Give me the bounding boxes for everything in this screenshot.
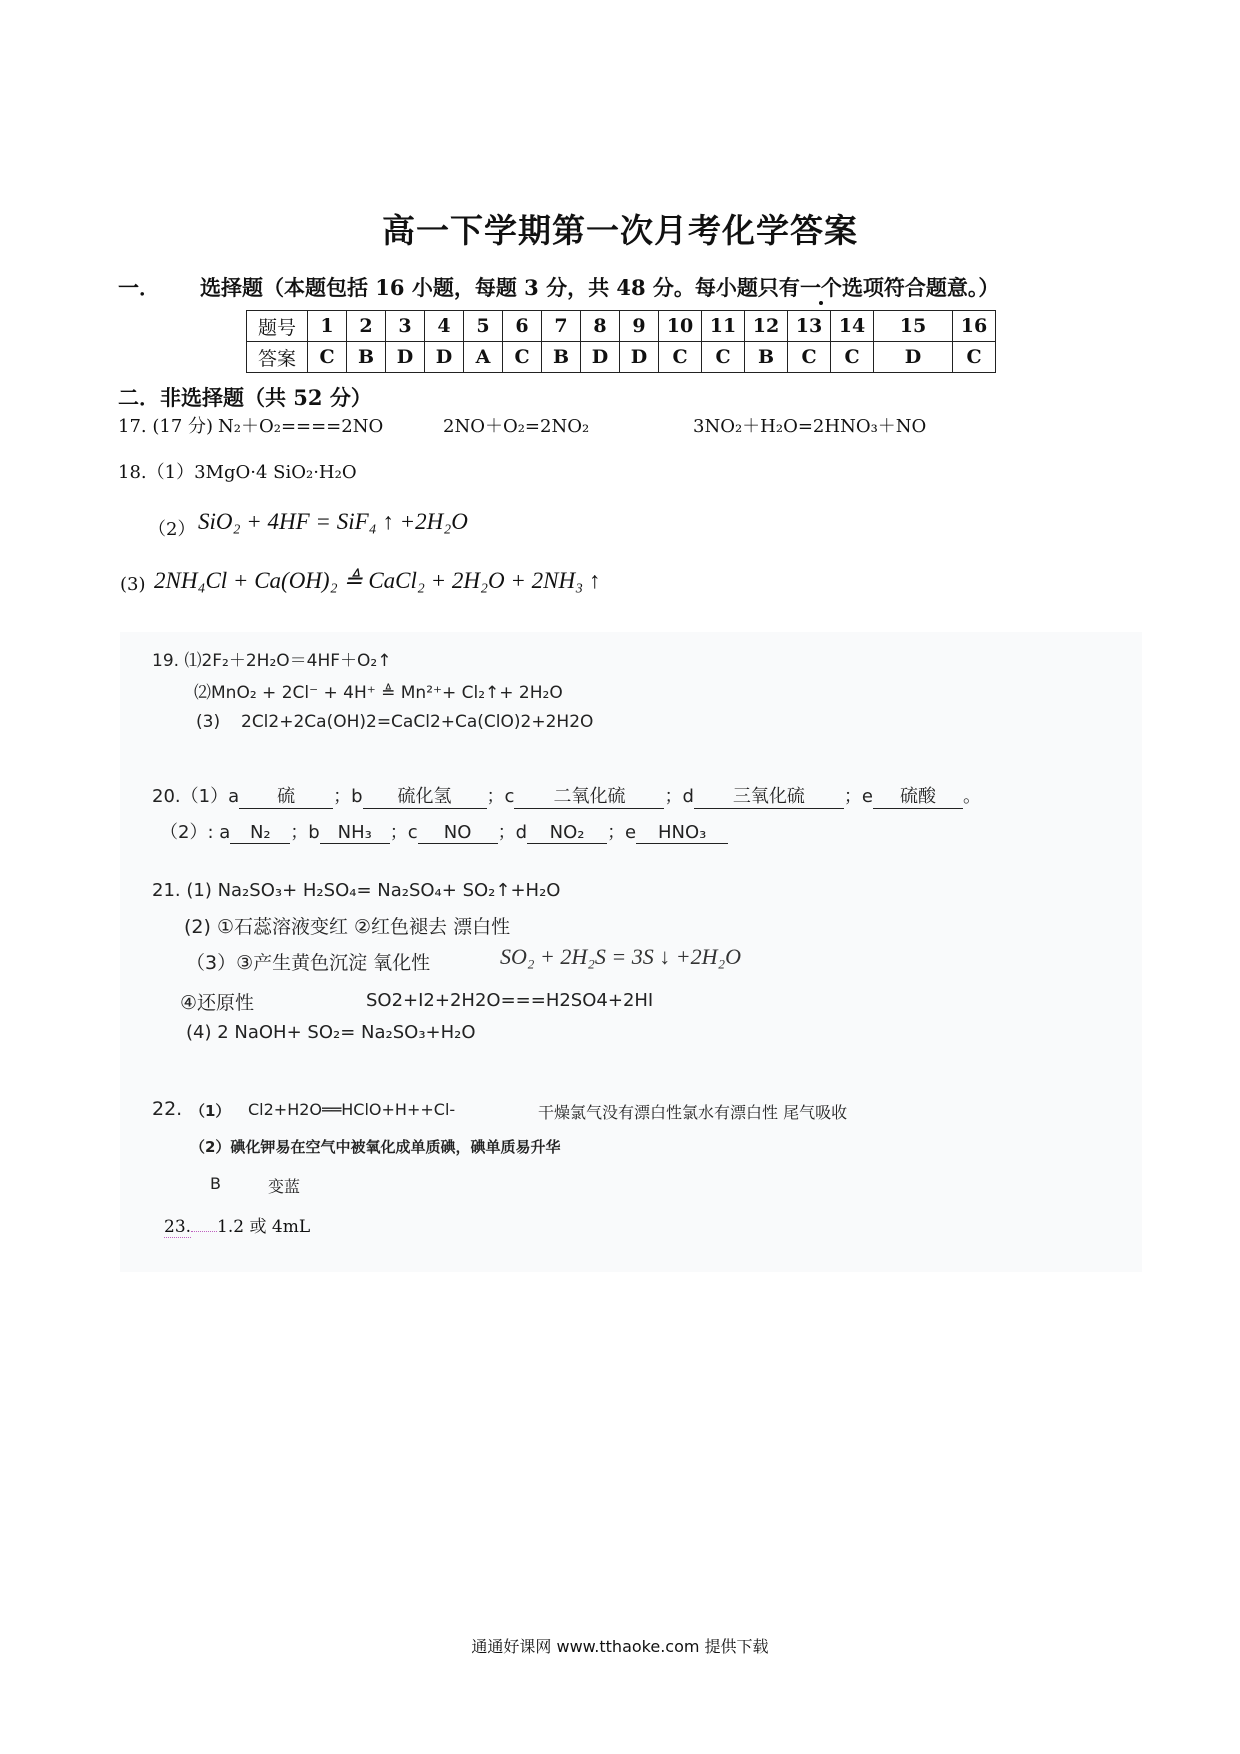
q20-answer-a2: N₂ <box>230 822 290 844</box>
q20-answer-c2: NO <box>418 822 498 844</box>
answer-cell: C <box>503 342 542 373</box>
q20-part-2 <box>160 818 728 844</box>
number-cell: 11 <box>702 311 745 342</box>
number-cell: 4 <box>425 311 464 342</box>
q20-b2-label: ；b <box>290 822 320 843</box>
q20-d-label: ；d <box>664 786 694 807</box>
answer-cell: B <box>745 342 788 373</box>
q23-label: 23. <box>164 1217 192 1237</box>
q18-part-1: 18.（1）3MgO·4 SiO₂·H₂O <box>118 462 357 483</box>
answer-cell: B <box>542 342 581 373</box>
q20-c-label: ；c <box>486 786 515 807</box>
q20-answer-b2: NH₃ <box>320 822 390 844</box>
q20-answer-e2: HNO₃ <box>636 822 728 844</box>
number-cell: 2 <box>347 311 386 342</box>
section-one-emphasis: 一个 <box>799 275 842 300</box>
q20-end: 。 <box>962 786 981 807</box>
page-footer: 通通好课网 www.tthaoke.com 提供下载 <box>471 1637 769 1656</box>
q21-part-5: (4) 2 NaOH+ SO₂= Na₂SO₃+H₂O <box>186 1022 476 1043</box>
row-label-answer: 答案 <box>247 342 308 373</box>
section-one-text-end: 选项符合题意。） <box>841 275 1000 300</box>
number-cell: 12 <box>745 311 788 342</box>
q21-part-4-equation: SO2+I2+2H2O===H2SO4+2HI <box>366 990 654 1011</box>
answer-cell: C <box>702 342 745 373</box>
q22-part-3-choice: B <box>210 1174 221 1193</box>
q22-part-1-tag: （1） <box>190 1102 231 1120</box>
number-cell: 7 <box>542 311 581 342</box>
q22-label: 22. <box>152 1098 183 1120</box>
answer-cell: C <box>308 342 347 373</box>
number-cell: 14 <box>831 311 874 342</box>
q19-part-1: 19. ⑴2F₂＋2H₂O＝4HF＋O₂↑ <box>152 651 392 671</box>
q22-part-2: （2）碘化钾易在空气中被氧化成单质碘，碘单质易升华 <box>190 1138 561 1156</box>
q20-part-2-label: （2）: a <box>160 822 231 843</box>
q23-answer <box>164 1212 310 1237</box>
row-label-number: 题号 <box>247 311 308 342</box>
q17-equation-1: N₂＋O₂====2NO <box>218 416 384 437</box>
q22-part-3-result: 变蓝 <box>268 1177 301 1196</box>
q23-text: 1.2 或 4mL <box>217 1217 311 1237</box>
q20-c2-label: ；c <box>389 822 418 843</box>
number-cell: 8 <box>581 311 620 342</box>
q20-answer-b: 硫化氢 <box>363 782 487 809</box>
answer-table-answer-row <box>247 342 996 373</box>
section-one-text: 选择题（本题包括 16 小题，每题 3 分，共 48 分。每小题只有 <box>200 275 800 300</box>
number-cell: 9 <box>620 311 659 342</box>
answer-cell: D <box>581 342 620 373</box>
q20-d2-label: ；d <box>497 822 528 843</box>
page-title: 高一下学期第一次月考化学答案 <box>382 211 858 250</box>
number-cell: 1 <box>308 311 347 342</box>
section-one-number: 一． <box>118 275 160 300</box>
number-cell: 15 <box>874 311 953 342</box>
answer-cell: A <box>464 342 503 373</box>
q18-part-2-label: （2） <box>148 519 196 540</box>
q20-e-label: ；e <box>843 786 873 807</box>
number-cell: 13 <box>788 311 831 342</box>
answer-cell: C <box>788 342 831 373</box>
answer-cell: B <box>347 342 386 373</box>
q18-part-3-equation: 2NH₄Cl + Ca(OH)₂ ≜ CaCl₂ + 2H₂O + 2NH₃ ↑ <box>154 568 601 593</box>
section-one-heading <box>118 272 999 302</box>
number-cell: 6 <box>503 311 542 342</box>
answer-table <box>246 310 996 373</box>
q20-part-1 <box>152 782 981 809</box>
answer-cell: C <box>831 342 874 373</box>
q17-label: 17. (17 分) <box>118 416 214 437</box>
answer-cell: C <box>953 342 996 373</box>
answer-cell: D <box>386 342 425 373</box>
q19-part-3: 2Cl2+2Ca(OH)2=CaCl2+Ca(ClO)2+2H2O <box>241 712 594 732</box>
number-cell: 16 <box>953 311 996 342</box>
q22-part-1-note: 干燥氯气没有漂白性氯水有漂白性 尾气吸收 <box>538 1103 848 1122</box>
q20-answer-c: 二氧化硫 <box>514 782 664 809</box>
q19-part-2: ⑵MnO₂ + 2Cl⁻ + 4H⁺ ≜ Mn²⁺+ Cl₂↑+ 2H₂O <box>194 683 563 703</box>
q21-part-1: 21. (1) Na₂SO₃+ H₂SO₄= Na₂SO₄+ SO₂↑+H₂O <box>152 880 561 901</box>
q17-equation-3: 3NO₂＋H₂O=2HNO₃＋NO <box>693 416 927 437</box>
answer-cell: D <box>425 342 464 373</box>
answer-table-number-row <box>247 311 996 342</box>
q20-label: 20.（1） <box>152 786 229 807</box>
q22-part-1-equation: Cl2+H2O══HClO+H++Cl- <box>248 1100 456 1119</box>
number-cell: 10 <box>659 311 702 342</box>
q20-answer-e: 硫酸 <box>873 782 963 809</box>
answer-cell: D <box>874 342 953 373</box>
q18-part-2-equation: SiO₂ + 4HF = SiF₄ ↑ +2H₂O <box>198 509 468 534</box>
number-cell: 3 <box>386 311 425 342</box>
answer-cell: C <box>659 342 702 373</box>
q20-answer-d2: NO₂ <box>527 822 607 844</box>
q20-b-label: ；b <box>333 786 363 807</box>
answer-cell: D <box>620 342 659 373</box>
q21-part-4-text: ④还原性 <box>180 992 255 1014</box>
q21-part-3-equation: SO₂ + 2H₂S = 3S ↓ +2H₂O <box>500 944 742 969</box>
q20-answer-d: 三氧化硫 <box>694 782 844 809</box>
q17-equation-2: 2NO＋O₂=2NO₂ <box>443 416 590 437</box>
q20-answer-a: 硫 <box>239 782 333 809</box>
q21-part-3-text: （3）③产生黄色沉淀 氧化性 <box>186 952 431 974</box>
q20-a-label: a <box>228 786 240 807</box>
q23-leader <box>191 1231 217 1232</box>
number-cell: 5 <box>464 311 503 342</box>
q20-e2-label: ；e <box>607 822 637 843</box>
q21-part-2: (2) ①石蕊溶液变红 ②红色褪去 漂白性 <box>184 916 511 938</box>
section-two-heading: 二．非选择题（共 52 分） <box>118 385 372 410</box>
q18-part-3-label: (3) <box>120 574 146 595</box>
q19-part-3-label: (3) <box>196 712 221 732</box>
